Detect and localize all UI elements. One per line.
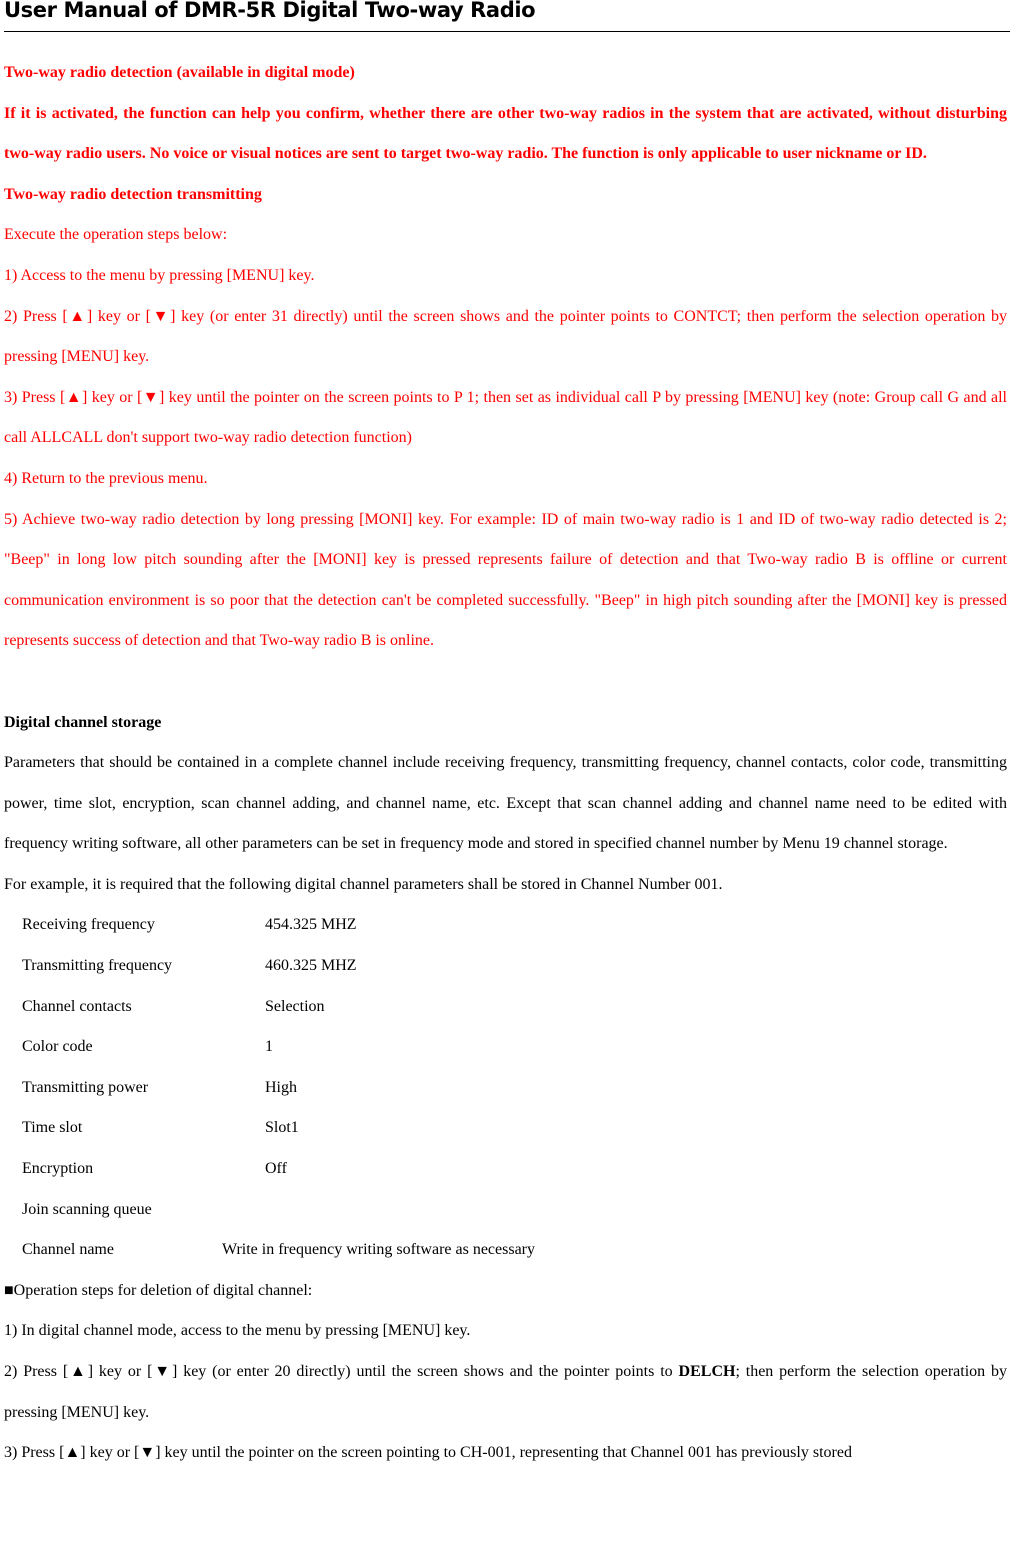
parameter-value: 1 <box>265 1038 273 1056</box>
deletion-step-2 <box>4 1352 1007 1433</box>
detection-subheading: Two-way radio detection transmitting <box>4 185 262 203</box>
parameter-label: Receiving frequency <box>22 916 155 934</box>
document-title: User Manual of DMR-5R Digital Two-way Radio <box>4 0 536 22</box>
parameter-label: Color code <box>22 1038 93 1056</box>
parameter-row <box>4 946 1007 987</box>
parameter-row <box>4 1068 1007 1109</box>
parameter-value: High <box>265 1078 297 1096</box>
parameter-row <box>4 905 1007 946</box>
parameter-value: Off <box>265 1160 287 1178</box>
detection-step-3: 3) Press [▲] key or [▼] key until the pointer on the screen points to P 1; then set as individual call P by pressing [MENU] key (note: Group call G and all call ALLCALL don't support two-way radio detection function) <box>4 388 1007 447</box>
deletion-step-2-tail: ; then perform the selection operation by pressing [MENU] key. <box>4 1363 1008 1421</box>
parameter-value: 460.325 MHZ <box>265 957 357 975</box>
parameter-label: Channel contacts <box>22 997 132 1015</box>
parameter-label: Encryption <box>22 1160 94 1178</box>
detection-intro: If it is activated, the function can help you confirm, whether there are other two-way radios in the system that are activated, without disturbing two-way radio users. No voice or visual notices are sent to target two-way radio. The function is only applicable to user nickname or ID. <box>4 104 1007 163</box>
parameter-row <box>4 1108 1007 1149</box>
detection-lead: Execute the operation steps below: <box>4 226 228 244</box>
detection-step-2: 2) Press [▲] key or [▼] key (or enter 31 directly) until the screen shows and the pointer points to CONTCT; then perform the selection operation by pressing [MENU] key. <box>4 307 1007 366</box>
detection-step-1: 1) Access to the menu by pressing [MENU] key. <box>4 266 315 284</box>
parameter-row <box>4 1149 1007 1190</box>
parameter-label: Join scanning queue <box>22 1200 152 1218</box>
parameter-value: Slot1 <box>265 1119 299 1137</box>
deletion-step-2-text: 2) Press [▲] key or [▼] key (or enter 20 directly) until the screen shows and the pointer points to <box>4 1363 673 1380</box>
parameter-value: 454.325 MHZ <box>265 916 357 934</box>
parameter-row <box>4 1027 1007 1068</box>
parameter-row <box>4 1190 1007 1231</box>
parameter-value: Selection <box>265 997 325 1015</box>
detection-step-5: 5) Achieve two-way radio detection by long pressing [MONI] key. For example: ID of main two-way radio is 1 and ID of two-way radio detected is 2; "Beep" in long low pitch sounding after the [MONI] key is pressed represents failure of detection and that Two-way radio B is offline or current communication environment is so poor that the detection can't be completed successfully. "Beep" in high pitch sounding after the [MONI] key is pressed represents success of detection and that Two-way radio B is online. <box>4 510 1007 650</box>
deletion-step-2-keyword: DELCH <box>678 1363 736 1380</box>
parameter-value: Write in frequency writing software as necessary <box>222 1241 536 1259</box>
detection-step-4: 4) Return to the previous menu. <box>4 469 208 487</box>
parameter-label: Channel name <box>22 1241 114 1259</box>
storage-example: For example, it is required that the following digital channel parameters shall be stored in Channel Number 001. <box>4 875 723 893</box>
deletion-step-1: 1) In digital channel mode, access to the menu by pressing [MENU] key. <box>4 1322 471 1340</box>
parameter-label: Transmitting frequency <box>22 957 173 975</box>
deletion-heading: ■Operation steps for deletion of digital channel: <box>4 1281 313 1299</box>
storage-heading: Digital channel storage <box>4 713 162 731</box>
page-header <box>4 0 1010 32</box>
parameter-row <box>4 987 1007 1028</box>
spacer <box>4 662 1007 703</box>
parameter-list <box>4 905 1007 1270</box>
deletion-step-3: 3) Press [▲] key or [▼] key until the pointer on the screen pointing to CH-001, representing that Channel 001 has previously stored <box>4 1444 852 1462</box>
document-body <box>4 53 1007 1474</box>
storage-body: Parameters that should be contained in a complete channel include receiving frequency, transmitting frequency, channel contacts, color code, transmitting power, time slot, encryption, scan channel adding, and channel name, etc. Except that scan channel adding and channel name need to be edited with frequency writing software, all other parameters can be set in frequency mode and stored in specified channel number by Menu 19 channel storage. <box>4 754 1007 853</box>
detection-heading: Two-way radio detection (available in digital mode) <box>4 64 355 81</box>
parameter-row <box>4 1230 1007 1271</box>
parameter-label: Transmitting power <box>22 1078 149 1096</box>
parameter-label: Time slot <box>22 1119 83 1137</box>
